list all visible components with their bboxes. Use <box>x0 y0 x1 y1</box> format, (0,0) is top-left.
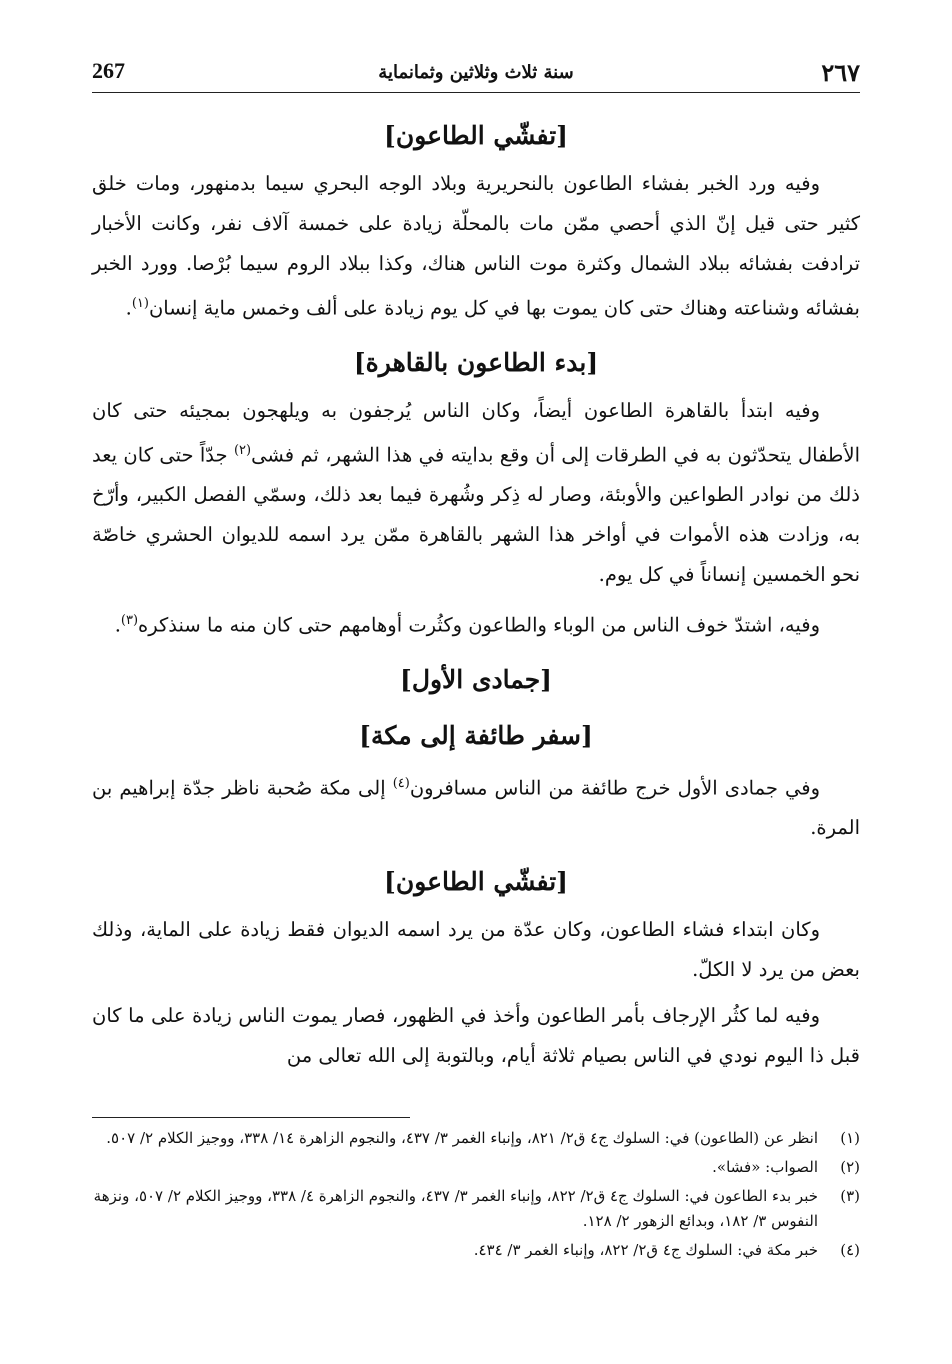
footnote-ref[interactable]: (١) <box>131 296 149 311</box>
paragraph-text: وفيه، اشتدّ خوف الناس من الوباء والطاعون وكثُرت أوهامهم حتى كان منه ما سنذكره <box>138 613 820 637</box>
page-number-arabic: ٢٦٧ <box>821 58 860 87</box>
footnote <box>92 1184 860 1234</box>
paragraph <box>92 764 860 849</box>
paragraph-text: وكان ابتداء فشاء الطاعون، وكان عدّة من يرد اسمه الديوان فقط زيادة على الماية، وذلك بعض من يرد لا الكلّ. <box>92 918 860 981</box>
footnotes <box>92 1126 860 1267</box>
paragraph <box>92 391 860 596</box>
paragraph-text: وفيه ابتدأ بالقاهرة الطاعون أيضاً، وكان الناس يُرجفون به ويلهجون بمجيئه حتى كان الأطفال يتحدّثون به في الطرقات إلى أن وقع بدايته في هذا الشهر، ثم فشى <box>92 398 860 466</box>
footnote-ref[interactable]: (٢) <box>233 442 252 458</box>
footnote <box>92 1238 860 1263</box>
section-heading: [تفشّي الطاعون] <box>384 121 568 150</box>
paragraph-tail: . <box>114 613 121 637</box>
paragraph <box>92 910 860 990</box>
page-header <box>92 52 860 93</box>
footnote-number: (١) <box>840 1129 860 1147</box>
paragraph <box>92 601 860 646</box>
paragraph-tail: إلى مكة صُحبة ناظر جدّة إبراهيم بن المرة. <box>92 776 860 839</box>
paragraph-text: وفيه لما كثُر الإرجاف بأمر الطاعون وأخذ في الظهور، فصار يموت الناس زيادة على ما كان قبل ذا اليوم نودي في الناس بصيام ثلاثة أيام، وبالتوبة إلى الله تعالى من <box>92 1004 860 1067</box>
footnote <box>92 1126 860 1151</box>
main-text <box>92 108 860 1082</box>
paragraph <box>92 996 860 1076</box>
footnote <box>92 1155 860 1180</box>
section-heading: [تفشّي الطاعون] <box>384 867 568 896</box>
paragraph <box>92 164 860 329</box>
footnote-number: (٣) <box>840 1187 860 1205</box>
paragraph-text: وفي جمادى الأول خرج طائفة من الناس مسافرون <box>409 776 820 799</box>
page-number: 267 <box>92 58 125 83</box>
running-title: سنة ثلاث وثلاثين وثمانماية <box>378 62 574 83</box>
footnote-number: (٤) <box>840 1241 860 1259</box>
paragraph-text: وفيه ورد الخبر بفشاء الطاعون بالنحريرية وبلاد الوجه البحري سيما بدمنهور، ومات خلق كثير حتى قيل إنّ الذي أحصي ممّن مات بالمحلّة زيادة على خمسة آلاف نفر، وكانت الأخبار ترادفت بفشائه ببلاد الشمال وكثرة موت الناس هناك، وكذا ببلاد الروم سيما بُرْصا. وورد الخبر بفشائه وشناعته وهناك حتى كان يموت بها في كل يوم زيادة على ألف وخمس ماية إنسان <box>92 172 860 320</box>
footnote-ref[interactable]: (٤) <box>392 775 410 791</box>
footnote-separator <box>92 1117 410 1118</box>
paragraph-tail: . <box>125 296 132 320</box>
section-heading: [جمادى الأول] <box>399 664 553 694</box>
footnote-text: خبر مكة في: السلوك ج٤ ق٢/ ٨٢٢، وإنباء الغمر ٣/ ٤٣٤. <box>473 1241 818 1259</box>
footnote-ref[interactable]: (٣) <box>120 613 139 628</box>
footnote-text: خبر بدء الطاعون في: السلوك ج٤ ق٢/ ٨٢٢، وإنباء الغمر ٣/ ٤٣٧، والنجوم الزاهرة ٤/ ٣٣٨، ووجيز الكلام ٢/ ٥٠٧، ونزهة النفوس ٣/ ١٨٢، وبدائع الزهور ٢/ ١٢٨. <box>93 1187 818 1230</box>
paragraph-tail: جدّاً حتى كان يعد ذلك من نوادر الطواعين والأوبئة، وصار له ذِكر وشُهرة فيما بعد ذلك، وسمّي الفصل الكبير، وأرّخ به، وزادت هذه الأموات في أواخر هذا الشهر بالقاهرة ممّن يرد اسمه للديوان الحشري خاصّة نحو الخمسين إنساناً في كل يوم. <box>92 443 860 586</box>
section-heading: [سفر طائفة إلى مكة] <box>359 720 593 750</box>
section-heading: [بدء الطاعون بالقاهرة] <box>353 347 599 377</box>
footnote-number: (٢) <box>840 1158 860 1176</box>
footnote-text: انظر عن (الطاعون) في: السلوك ج٤ ق٢/ ٨٢١، وإنباء الغمر ٣/ ٤٣٧، والنجوم الزاهرة ١٤/ ٣٣٨، ووجيز الكلام ٢/ ٥٠٧. <box>106 1129 818 1147</box>
footnote-text: الصواب: «فشا». <box>712 1158 818 1176</box>
